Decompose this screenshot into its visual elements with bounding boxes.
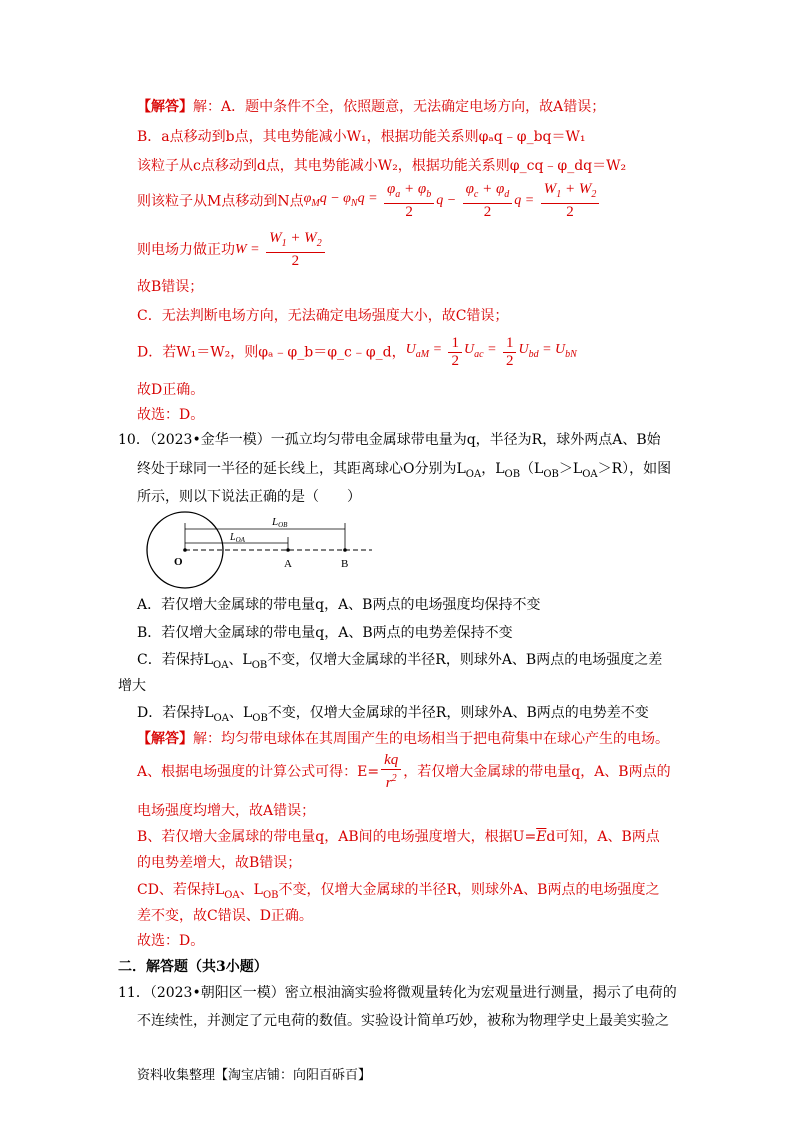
q9-solution-line-4: 则该粒子从M点移动到N点$\varphi_Mq - \varphi_Nq$ = $\frac{\varphi_a + \varphi_b}{2}$ q − $\frac{\varphi_c + \varphi_d}{2}$ q = $\frac{W_1 + W_2}{2}$ <box>137 179 601 224</box>
q9-d-line: D．若W₁＝W₂，则φₐ﹣φ_b＝φ_c﹣φ_d，$U_{aM}$ = $\frac{1}{2}$ $U_{ac}$ = $\frac{1}{2}$ $U_{bd} = U_{bN}$ <box>137 330 577 375</box>
q10-option-d: D．若保持$L_{OA}$、$L_{OB}$不变，仅增大金属球的半径R，则球外A、B两点的电势差不变 <box>137 705 649 724</box>
q9-c-line: C．无法判断电场方向，无法确定电场强度大小，故C错误； <box>137 308 509 324</box>
q11-stem-line-2: 不连续性，并测定了元电荷的数值。实验设计简单巧妙，被称为物理学史上最美实验之 <box>137 1013 669 1029</box>
q10-stem-line-2: 终处于球同一半径的延长线上，其距离球心O分别为$L_{OA}$，$L_{OB}(L_{OB}>L_{OA}>R)$，如图 <box>137 461 672 480</box>
fraction-kq-r2: $\frac{kq}{r^2}$ <box>381 752 401 792</box>
label-lob: LOB <box>272 516 288 529</box>
q10-choose: 故选：D。 <box>137 933 205 949</box>
q10-solution-a: A、根据电场强度的计算公式可得：E= $\frac{kq}{r^2}$ ，若仅增大金属球的带电量q，A、B两点的 <box>137 752 671 791</box>
q10-solution-b: B、若仅增大金属球的带电量q，AB间的电场强度增大，根据$U=\overline{E}d$可知，A、B两点 <box>137 829 660 845</box>
q10-option-b: B．若仅增大金属球的带电量q，A、B两点的电势差保持不变 <box>137 625 513 641</box>
page-footer: 资料收集整理【淘宝店铺：向阳百䂨百】 <box>137 1068 372 1083</box>
formula-phi-mn: $\varphi_Mq - \varphi_Nq$ = <box>303 191 378 209</box>
q10-solution-b-cont: 的电势差增大，故B错误； <box>137 855 302 871</box>
fraction-w1-w2: $\frac{W_1 + W_2}{2}$ <box>541 181 600 221</box>
q11-stem-line-1: 11．（2023•朝阳区一模）密立根油滴实验将微观量转化为宏观量进行测量，揭示了电荷的 <box>118 985 677 1001</box>
fraction-phic-phid: $\frac{\varphi_c + \varphi_d}{2}$ <box>463 181 513 221</box>
label-loa: $L_{OA}$ <box>230 532 245 544</box>
fraction-phia-phib: $\frac{\varphi_a + \varphi_b}{2}$ <box>384 181 434 221</box>
fraction-work: $\frac{W_1 + W_2}{2}$ <box>266 230 325 270</box>
q10-solution-cd: CD、若保持$L_{OA}$、$L_{OB}$不变，仅增大金属球的半径R，则球外A、B两点的电场强度之 <box>137 882 660 901</box>
q9-solution-line-1: 【解答】解：A．题中条件不全，依照题意，无法确定电场方向，故A错误； <box>137 99 606 115</box>
q10-solution-intro: 【解答】解：均匀带电球体在其周围产生的电场相当于把电荷集中在球心产生的电场。 <box>137 731 669 747</box>
q10-stem-line-1: 10．（2023•金华一模）一孤立均匀带电金属球带电量为q，半径为R，球外两点A、B始 <box>118 432 661 448</box>
q10-solution-a-cont: 电场强度均增大，故A错误； <box>137 803 316 819</box>
q9-choose: 故选：D。 <box>137 407 205 423</box>
sphere-diagram <box>140 505 380 595</box>
q9-solution-line-5: 则电场力做正功W = $\frac{W_1 + W_2}{2}$ <box>137 230 327 270</box>
formula-u: $U_{aM}$ = <box>405 342 443 360</box>
q10-stem-line-3: 所示，则以下说法正确的是（ ） <box>137 489 361 505</box>
section-heading: 二．解答题（共3小题） <box>118 959 268 975</box>
q10-option-a: A．若仅增大金属球的带电量q，A、B两点的电场强度均保持不变 <box>137 597 541 613</box>
mean-field-e: $\overline{E}$ <box>536 829 547 845</box>
q9-d-correct: 故D正确。 <box>137 382 205 398</box>
q10-option-c-cont: 增大 <box>118 678 146 694</box>
label-a: A <box>284 558 292 570</box>
q9-solution-line-2: B．a点移动到b点，其电势能减小W₁，根据功能关系则φₐq﹣φ_bq＝W₁ <box>137 129 586 145</box>
q9-solution-line-3: 该粒子从c点移动到d点，其电势能减小W₂，根据功能关系则φ_cq﹣φ_dq＝W₂ <box>137 158 627 174</box>
q10-option-c: C．若保持$L_{OA}$、$L_{OB}$不变，仅增大金属球的半径R，则球外A、B两点的电场强度之差 <box>137 652 663 671</box>
label-o: O <box>174 556 183 568</box>
label-b: B <box>341 558 349 570</box>
q9-b-wrong: 故B错误； <box>137 279 204 295</box>
q10-solution-cd-cont: 差不变，故C错误、D正确。 <box>137 908 313 924</box>
